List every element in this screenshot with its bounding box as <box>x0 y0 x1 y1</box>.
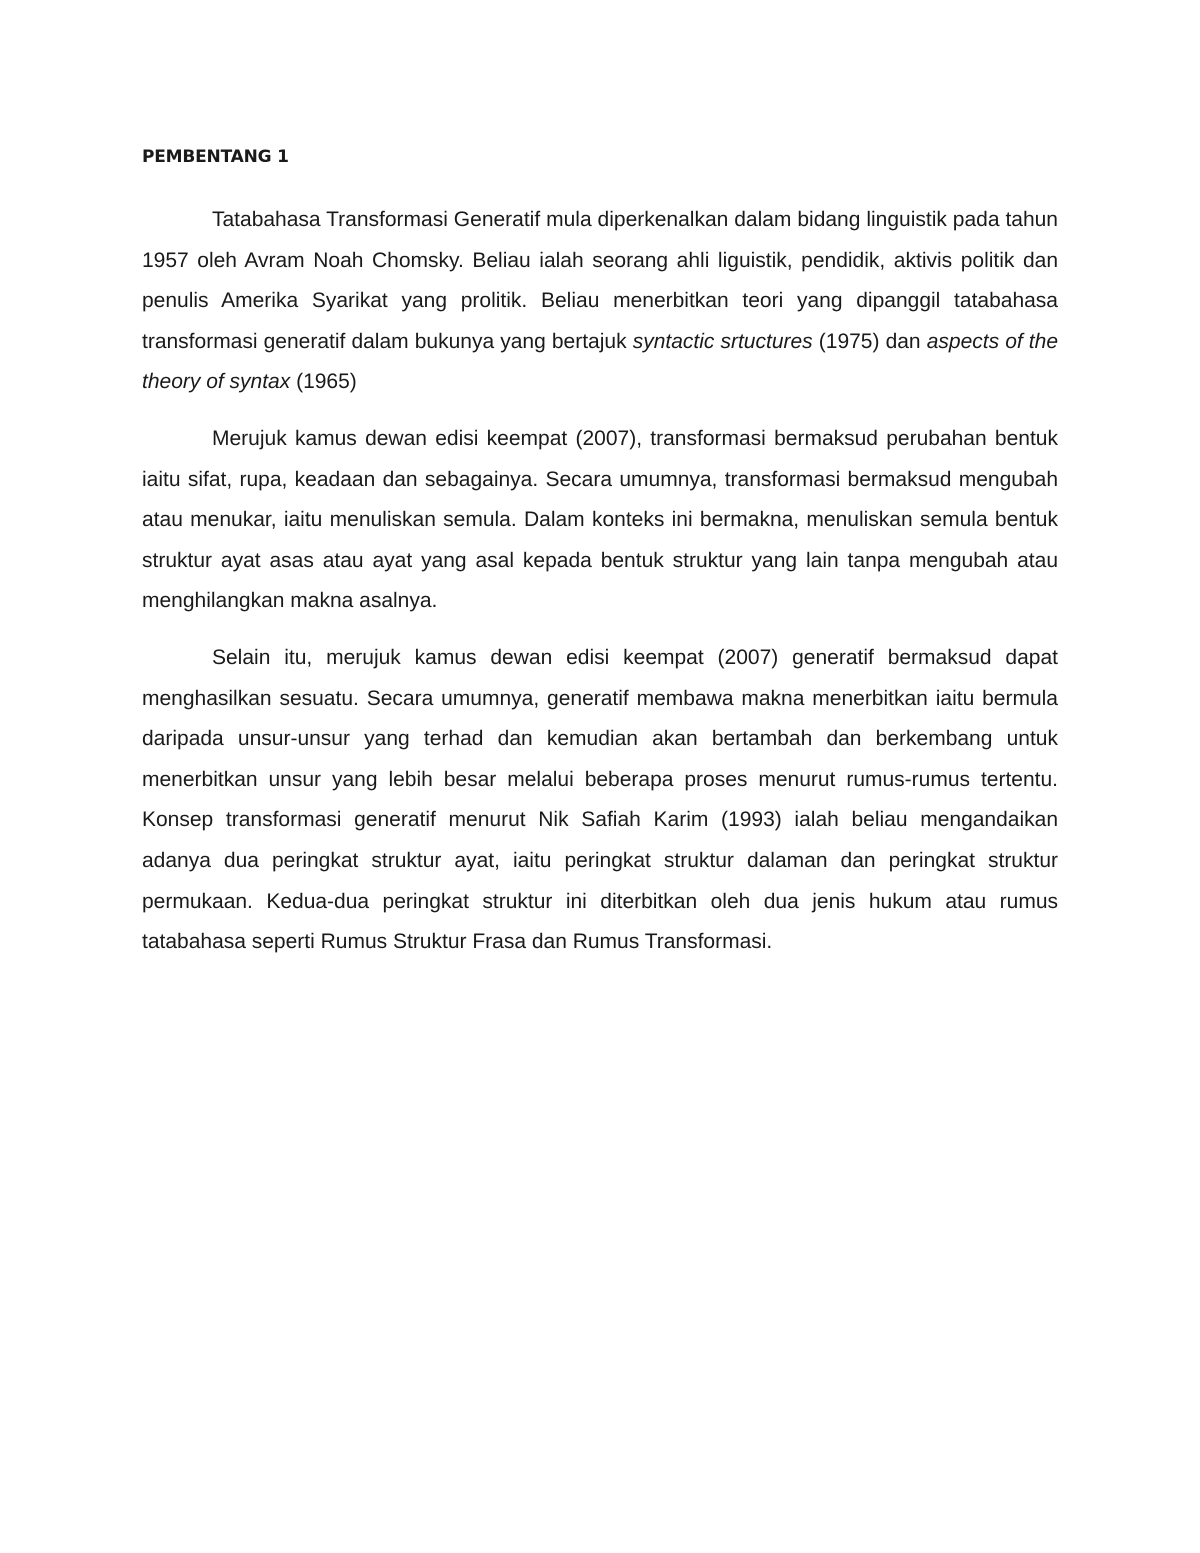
document-heading: PEMBENTANG 1 <box>142 147 289 167</box>
paragraph-3-text: Selain itu, merujuk kamus dewan edisi keempat (2007) generatif bermaksud dapat menghasilkan sesuatu. Secara umumnya, generatif membawa makna menerbitkan iaitu bermula daripada unsur-unsur yang terhad dan kemudian akan bertambah dan berkembang untuk menerbitkan unsur yang lebih besar melalui beberapa proses menurut rumus-rumus tertentu. Konsep transformasi generatif menurut Nik Safiah Karim (1993) ialah beliau mengandaikan adanya dua peringkat struktur ayat, iaitu peringkat struktur dalaman dan peringkat struktur permukaan. Kedua-dua peringkat struktur ini diterbitkan oleh dua jenis hukum atau rumus tatabahasa seperti Rumus Struktur Frasa dan Rumus Transformasi. <box>142 645 1058 954</box>
paragraph-3 <box>142 638 1058 963</box>
book-title-aspects-of-theory: aspects of the theory of syntax <box>142 329 1058 394</box>
paragraph-2 <box>142 419 1058 622</box>
paragraph-1-year-1975: (1975) dan <box>812 329 927 353</box>
book-title-syntactic-structures: syntactic srtuctures <box>632 329 813 353</box>
document-body <box>142 140 1058 979</box>
paragraph-1-year-1965: (1965) <box>290 370 357 394</box>
paragraph-2-text: Merujuk kamus dewan edisi keempat (2007), transformasi bermaksud perubahan bentuk iaitu sifat, rupa, keadaan dan sebagainya. Secara umumnya, transformasi bermaksud mengubah atau menukar, iaitu menuliskan semula. Dalam konteks ini bermakna, menuliskan semula bentuk struktur ayat asas atau ayat yang asal kepada bentuk struktur yang lain tanpa mengubah atau menghilangkan makna asalnya. <box>142 426 1058 613</box>
paragraph-1 <box>142 200 1058 403</box>
paragraph-1-text: Tatabahasa Transformasi Generatif mula diperkenalkan dalam bidang linguistik pada tahun 1957 oleh Avram Noah Chomsky. Beliau ialah seorang ahli liguistik, pendidik, aktivis politik dan penulis Amerika Syarikat yang prolitik. Beliau menerbitkan teori yang dipanggil tatabahasa transformasi generatif dalam bukunya yang bertajuk <box>142 208 1058 353</box>
